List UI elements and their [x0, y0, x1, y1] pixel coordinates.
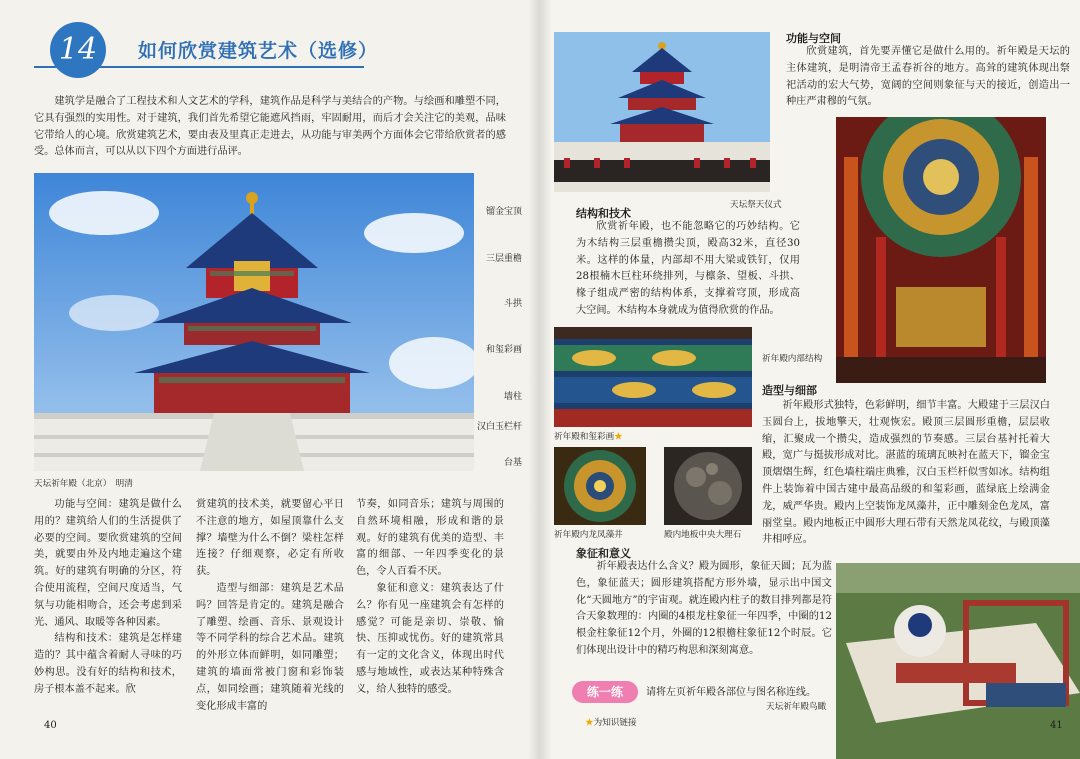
col1-para-structure: 结构和技术：建筑是怎样建造的？其中蕴含着耐人寻味的巧妙构思。没有好的结构和技术，房子根本盖不起来。欣	[34, 633, 182, 695]
painting-photo	[554, 327, 752, 427]
col1-para-function: 功能与空间：建筑是做什么用的？建筑给人们的生活提供了必要的空间。要欣赏建筑的空间美，就要由外及内地走遍这个建筑。好的建筑有明确的分区，符合使用流程，空间尺度适当，气氛与功能相吻合，还会考虑到采光、通风、取暖等各种因素。	[34, 499, 182, 628]
col3-para-continued: 节奏，如同音乐；建筑与周围的自然环境相融，形成和谐的景观。好的建筑有优美的造型、丰富的细部、一年四季变化的景色，令人百看不厌。	[356, 499, 504, 578]
section-form-text: 祈年殿形式独特，色彩鲜明，细节丰富。大殿建于三层汉白玉圆台上，拔地擎天，壮观恢宏。殿顶三层圆形重檐，层层收缩，汇聚成一个攒尖，造成强烈的节奏感。三层台基衬托着大殿，宽广与挺拔形成对比。湛蓝的琉璃瓦映衬在蓝天下，镏金宝顶熠熠生辉，红色墙柱端庄典雅，汉白玉栏杆似雪如冰。结构组件上装饰着中国古建中最高品级的和玺彩画，蓝绿底上绘满金龙，威严华贵。殿内上空装饰龙凤藻井，正中雕刻金色龙凤，富丽堂皇。殿内地板正中圆形大理石带有天然龙凤花纹，与殿顶藻井相呼应。	[762, 400, 1050, 546]
main-photo-caption: 天坛祈年殿（北京） 明清	[34, 479, 133, 489]
section-meaning-title: 象征和意义	[576, 547, 631, 560]
chapter-number-badge: 14	[50, 22, 106, 78]
label-hexi-painting: 和玺彩画	[485, 345, 522, 355]
caisson-photo	[554, 447, 646, 525]
ceremony-illustration	[554, 32, 770, 192]
column-1	[34, 497, 182, 699]
label-platform: 台基	[503, 458, 522, 468]
aerial-illustration	[836, 563, 1080, 759]
col2-para-form: 造型与细部：建筑是艺术品吗？回答是肯定的。建筑是融合了雕塑、绘画、音乐、景观设计等不同学科的综合艺术品。建筑的外形立体而鲜明，如同雕塑；建筑的墙面常被门窗和彩饰装点，如同绘画；建筑随着光线的变化形成丰富的	[196, 582, 344, 712]
label-bracket-sets: 斗拱	[503, 299, 522, 309]
book-gutter	[528, 0, 552, 759]
section-structure-text: 欣赏祈年殿，也不能忽略它的巧妙结构。它为木结构三层重檐攒尖顶，殿高32米，直径30米。这样的体量，内部却不用大梁或铁钉，仅用28根楠木巨柱环绕排列，与檩条、望板、斗拱、椽子组成严密的结构体系，支撑着穹顶，形成高大空间。木结构本身就成为值得欣赏的作品。	[576, 221, 800, 316]
star-icon: ★	[585, 718, 594, 728]
label-wall-pillars: 墙柱	[503, 392, 522, 402]
knowledge-link-text: 为知识链接	[593, 718, 637, 728]
painting-caption	[554, 430, 623, 442]
painting-illustration	[554, 327, 752, 427]
ceremony-photo	[554, 32, 770, 192]
interior-structure-photo	[836, 117, 1046, 383]
section-meaning-text: 祈年殿表达什么含义？殿为圆形，象征天圆；瓦为蓝色，象征蓝天；圆形建筑搭配方形外墙，显示出中国文化“天圆地方”的宇宙观。就连殿内柱子的数目排列都是符合天象数理的：内圈的4根龙柱象征一年四季，中圈的12根金柱象征12个月，外圈的12根檐柱象征12个时辰。它们体现出设计中的精巧构思和深刻寓意。	[576, 561, 832, 656]
knowledge-link-note	[585, 716, 637, 728]
knowledge-link-star-icon: ★	[614, 432, 623, 442]
interior-caption: 祈年殿内部结构	[762, 354, 823, 364]
label-marble-balustrade: 汉白玉栏杆	[476, 422, 522, 432]
label-gilded-finial: 镏金宝顶	[485, 207, 522, 217]
intro-paragraph: 建筑学是融合了工程技术和人文艺术的学科，建筑作品是科学与美结合的产物。与绘画和雕塑不同，它具有强烈的实用性。对于建筑，我们首先希望它能遮风挡雨，牢固耐用，而后才会关注它的美观，品味它带给人的心境。欣赏建筑艺术，要由表及里真正走进去，从功能与审美两个方面体会它带给欣赏者的感受。总体而言，可以从以下四个方面进行品评。	[34, 96, 506, 158]
label-triple-eaves: 三层重檐	[485, 254, 522, 264]
caisson-illustration	[554, 447, 646, 525]
col2-para-continued: 赏建筑的技术美，就要留心平日不注意的地方，如屋顶靠什么支撑？墙壁为什么不倒？梁柱怎样连接？仔细观察，必定有所收获。	[196, 499, 344, 578]
page-number-right: 41	[1050, 720, 1063, 731]
caisson-caption: 祈年殿内龙凤藻井	[554, 530, 623, 540]
painting-caption-text: 祈年殿和玺彩画	[554, 432, 615, 442]
marble-photo	[664, 447, 752, 525]
main-temple-photo	[34, 173, 474, 471]
aerial-caption: 天坛祈年殿鸟瞰	[766, 702, 827, 712]
section-function-text: 欣赏建筑，首先要弄懂它是做什么用的。祈年殿是天坛的主体建筑，是明清帝王孟春祈谷的地方。高耸的建筑体现出祭祀活动的宏大气势，宽阔的空间则象征与天的接近，创造出一种庄严肃穆的气氛。	[786, 46, 1070, 108]
col3-para-meaning: 象征和意义：建筑表达了什么？你有见一座建筑会有怎样的感觉？可能是亲切、崇敬、愉快、压抑或忧伤。好的建筑常具有一定的文化含义，体现出时代感与地域性，或表达某种特殊含义，给人独特的感受。	[356, 582, 504, 695]
interior-illustration	[836, 117, 1046, 383]
ceremony-caption: 天坛祭天仪式	[730, 200, 782, 210]
section-function-title: 功能与空间	[786, 32, 841, 45]
aerial-photo	[836, 563, 1080, 759]
marble-caption: 殿内地板中央大理石	[664, 530, 742, 540]
marble-illustration	[664, 447, 752, 525]
chapter-title: 如何欣赏建筑艺术（选修）	[138, 40, 379, 62]
page-number-left: 40	[44, 720, 57, 731]
column-2	[196, 497, 344, 715]
section-form-title: 造型与细部	[762, 384, 817, 397]
practice-badge: 练一练	[572, 681, 638, 703]
section-structure-title: 结构和技术	[576, 207, 631, 220]
column-3	[356, 497, 504, 699]
practice-instruction: 请将左页祈年殿各部位与图名称连线。	[646, 687, 816, 698]
temple-illustration	[34, 173, 474, 471]
right-page	[540, 0, 1080, 759]
